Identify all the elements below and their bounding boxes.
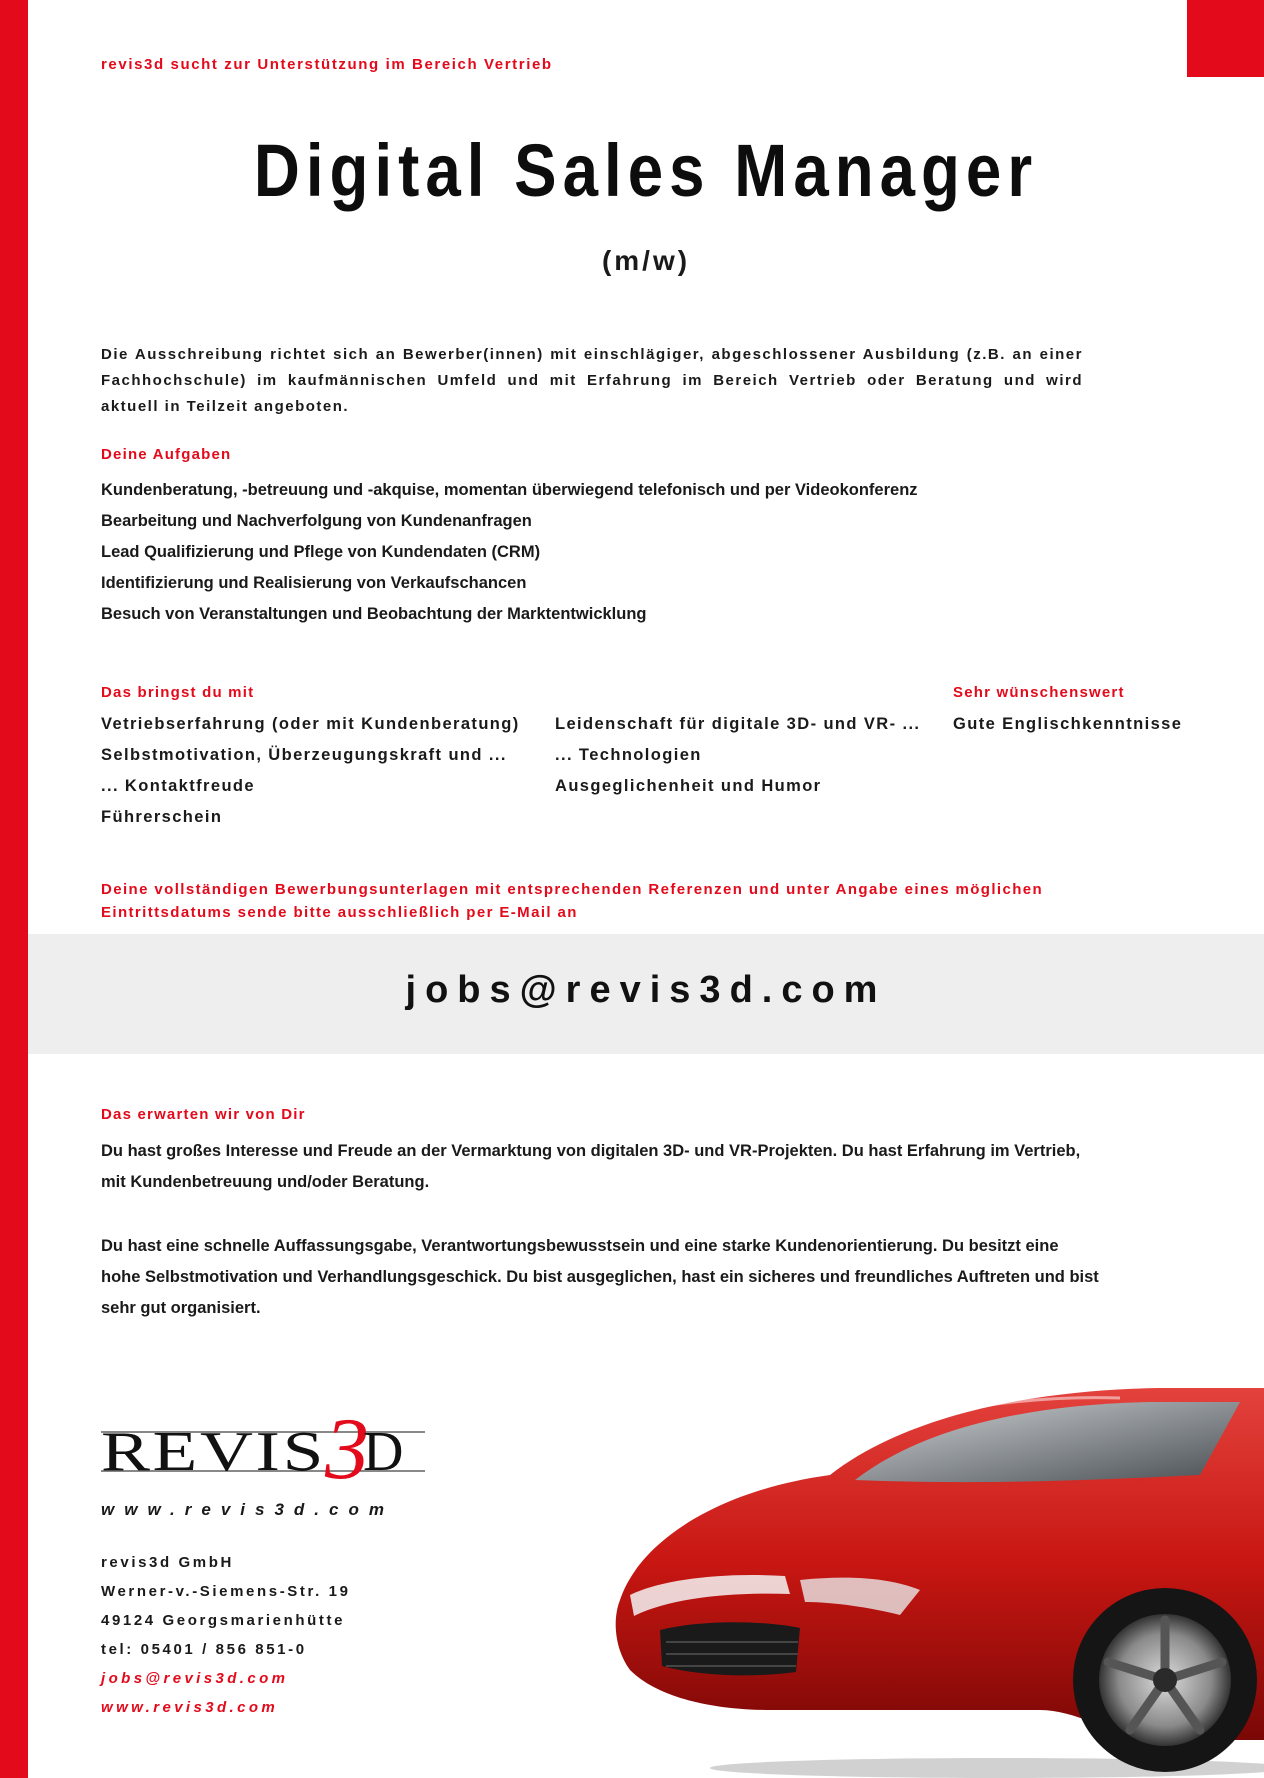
mitbringen-list-left	[101, 709, 520, 833]
list-item: Ausgeglichenheit und Humor	[555, 777, 822, 795]
erwartungen-label: Das erwarten wir von Dir	[101, 1106, 306, 1123]
website-large[interactable]: www.revis3d.com	[101, 1500, 394, 1519]
city-address: 49124 Georgsmarienhütte	[101, 1612, 346, 1629]
mitbringen-label: Das bringst du mit	[101, 684, 255, 701]
list-item: ... Technologien	[555, 746, 702, 764]
mitbringen-list-right	[555, 709, 920, 802]
street-address: Werner-v.-Siemens-Str. 19	[101, 1583, 351, 1600]
svg-text:3: 3	[325, 1408, 369, 1496]
left-accent-bar	[0, 0, 28, 1778]
kicker-text: revis3d sucht zur Unterstützung im Bereich Vertrieb	[101, 56, 553, 73]
list-item: Besuch von Veranstaltungen und Beobachtung der Marktentwicklung	[101, 605, 647, 623]
contact-website-link[interactable]: www.revis3d.com	[101, 1699, 279, 1716]
application-email-link[interactable]: jobs@revis3d.com	[405, 969, 887, 1011]
intro-text: Die Ausschreibung richtet sich an Bewerber(innen) mit einschlägiger, abgeschlossener Ausbildung (z.B. an einer Fachhochschule) im kaufmännischen Umfeld und mit Erfahrung im Bereich Vertrieb oder Beratung und wird aktuell in Teilzeit angeboten.	[101, 346, 1083, 415]
list-item: Identifizierung und Realisierung von Verkaufschancen	[101, 574, 527, 592]
list-item: Führerschein	[101, 808, 223, 826]
revis3d-logo	[99, 1408, 429, 1496]
aufgaben-label: Deine Aufgaben	[101, 446, 232, 463]
wuenschenswert-label: Sehr wünschenswert	[953, 684, 1125, 701]
corner-accent-block	[1187, 0, 1264, 77]
red-car-image	[600, 1380, 1264, 1778]
list-item: Bearbeitung und Nachverfolgung von Kundenanfragen	[101, 512, 532, 530]
list-item: Kundenberatung, -betreuung und -akquise, momentan überwiegend telefonisch und per Videokonferenz	[101, 481, 918, 499]
list-item: Vetriebserfahrung (oder mit Kundenberatung)	[101, 715, 520, 733]
erwartungen-paragraph-1: Du hast großes Interesse und Freude an der Vermarktung von digitalen 3D- und VR-Projekten. Du hast Erfahrung im Vertrieb, mit Kundenbetreuung und/oder Beratung.	[101, 1142, 1081, 1191]
aufgaben-list	[101, 475, 918, 630]
application-notice: Deine vollständigen Bewerbungsunterlagen mit entsprechenden Referenzen und unter Angabe eines möglichen Eintrittsdatums sende bitte ausschließlich per E-Mail an	[101, 881, 1044, 921]
company-name: revis3d GmbH	[101, 1554, 234, 1571]
list-item: Leidenschaft für digitale 3D- und VR- ...	[555, 715, 921, 733]
list-item: Gute Englischkenntnisse	[953, 715, 1183, 733]
svg-text:D: D	[363, 1421, 404, 1483]
wuenschenswert-list	[953, 709, 1182, 740]
job-title: Digital Sales Manager	[253, 129, 1039, 212]
contact-email-link[interactable]: jobs@revis3d.com	[101, 1670, 289, 1687]
svg-text:REVIS: REVIS	[101, 1421, 326, 1483]
list-item: Selbstmotivation, Überzeugungskraft und ...	[101, 746, 507, 764]
phone-number: tel: 05401 / 856 851-0	[101, 1641, 307, 1658]
job-subtitle: (m/w)	[601, 245, 691, 276]
contact-block	[101, 1548, 351, 1722]
email-banner	[28, 934, 1264, 1054]
list-item: ... Kontaktfreude	[101, 777, 255, 795]
erwartungen-paragraph-2: Du hast eine schnelle Auffassungsgabe, Verantwortungsbewusstsein und eine starke Kundenorientierung. Du besitzt eine hohe Selbstmotivation und Verhandlungsgeschick. Du bist ausgeglichen, hast ein sicheres und freundliches Auftreten und bist sehr gut organisiert.	[101, 1237, 1099, 1317]
list-item: Lead Qualifizierung und Pflege von Kundendaten (CRM)	[101, 543, 541, 561]
